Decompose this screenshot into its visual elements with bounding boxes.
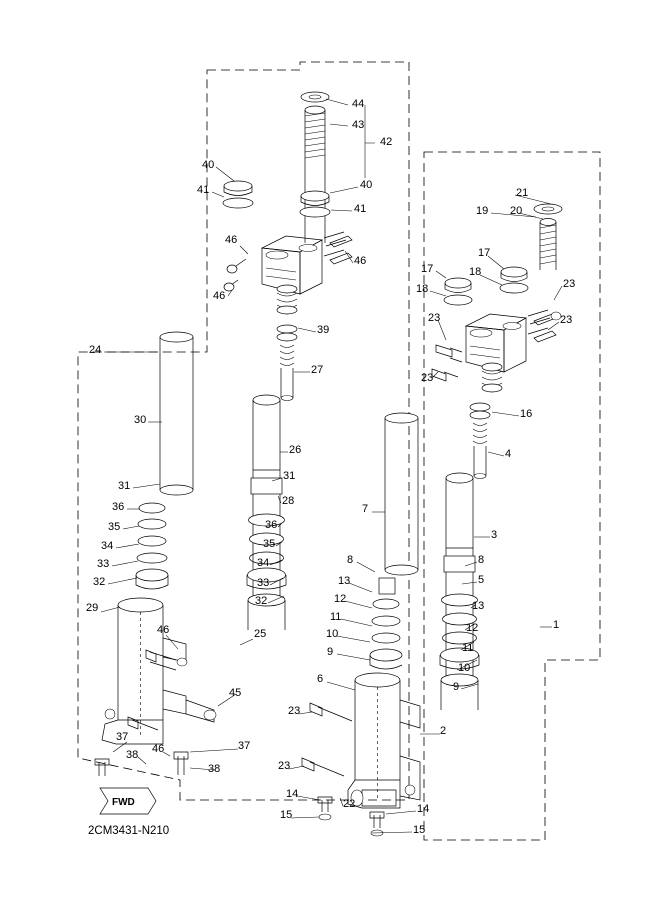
spring-16 [470,363,502,419]
inner-tube-3 [440,473,479,710]
callout-37b: 37 [238,740,251,752]
spring-39 [277,285,297,341]
callout-7: 7 [362,503,369,515]
callout-14b: 14 [417,803,430,815]
thread-hatch [305,113,325,158]
callout-42: 42 [380,136,393,148]
callout-41a: 41 [197,184,210,196]
callout-35a: 35 [108,521,121,533]
callout-23a: 23 [563,278,576,290]
group-boundary-left [78,62,409,800]
callout-9a: 9 [327,646,334,658]
callout-43: 43 [352,119,365,131]
callout-15b: 15 [413,824,426,836]
callout-40b: 40 [360,179,373,191]
callout-18b: 18 [469,266,482,278]
callout-23d: 23 [421,372,434,384]
callout-33a: 33 [97,558,110,570]
callout-11a: 11 [330,611,342,623]
callout-36b: 36 [265,519,278,531]
callout-13a: 13 [338,575,351,587]
svg-text:FWD: FWD [112,797,135,808]
slider-2 [302,673,420,836]
callout-23b: 23 [560,314,573,326]
callout-16: 16 [520,408,533,420]
callout-29: 29 [86,602,99,614]
callout-46c: 46 [213,290,226,302]
callout-4: 4 [505,448,512,460]
callout-37a: 37 [116,731,129,743]
callout-24: 24 [89,344,102,356]
callout-46a: 46 [225,234,238,246]
outer-tube-7 [370,413,418,669]
callout-8b: 8 [478,554,485,566]
fwd-marker [100,788,156,814]
callout-30: 30 [134,414,147,426]
outer-tube-30 [136,332,193,589]
callout-19: 19 [476,205,489,217]
callout-17b: 17 [478,247,491,259]
callout-6: 6 [317,673,324,685]
callout-13b: 13 [472,600,485,612]
callout-9b: 9 [453,681,460,693]
callout-14a: 14 [286,788,299,800]
callout-18a: 18 [416,283,429,295]
callout-31b: 31 [118,480,131,492]
callout-36a: 36 [112,501,125,513]
callout-12b: 12 [466,622,479,634]
callout-22: 22 [343,798,356,810]
callout-8a: 8 [347,554,354,566]
callout-34a: 34 [101,540,114,552]
callout-26: 26 [289,444,302,456]
callout-12a: 12 [334,593,347,605]
callout-25: 25 [254,628,267,640]
callout-23e: 23 [288,705,301,717]
callout-46d: 46 [157,624,170,636]
callout-17a: 17 [421,263,434,275]
callout-11b: 11 [462,642,474,654]
callout-2: 2 [440,725,447,737]
callout-32b: 32 [255,595,268,607]
callout-10b: 10 [458,662,471,674]
callout-44: 44 [352,98,365,110]
callout-38a: 38 [126,749,139,761]
callout-46b: 46 [354,255,367,267]
callout-45: 45 [229,687,242,699]
callout-3: 3 [491,529,498,541]
callout-46e: 46 [152,743,165,755]
damper-rod-4 [473,423,487,479]
callout-27: 27 [311,364,324,376]
callout-41b: 41 [354,203,367,215]
callout-31a: 31 [283,470,296,482]
callout-34b: 34 [257,557,270,569]
callout-15a: 15 [280,809,293,821]
callout-28: 28 [282,495,295,507]
part-code: 2CM3431-N210 [88,825,170,837]
callout-23f: 23 [278,760,291,772]
callout-10a: 10 [326,628,339,640]
callout-35b: 35 [263,538,276,550]
leader-lines [101,99,562,833]
group-boundary-right [424,152,600,840]
callout-39: 39 [317,324,330,336]
callout-32a: 32 [93,576,106,588]
callout-40a: 40 [202,159,215,171]
callout-21: 21 [516,187,529,199]
pinch-bolts-left [224,232,352,291]
callout-38b: 38 [208,763,221,775]
callout-1: 1 [553,619,560,631]
callout-20: 20 [510,205,523,217]
damper-rod-27 [280,345,294,401]
callout-5: 5 [478,574,485,586]
steering-stem-upper-left [223,92,352,401]
steering-stem-upper-right [432,204,562,479]
callout-23c: 23 [428,312,441,324]
callout-labels [86,98,575,836]
callout-33b: 33 [257,577,270,589]
